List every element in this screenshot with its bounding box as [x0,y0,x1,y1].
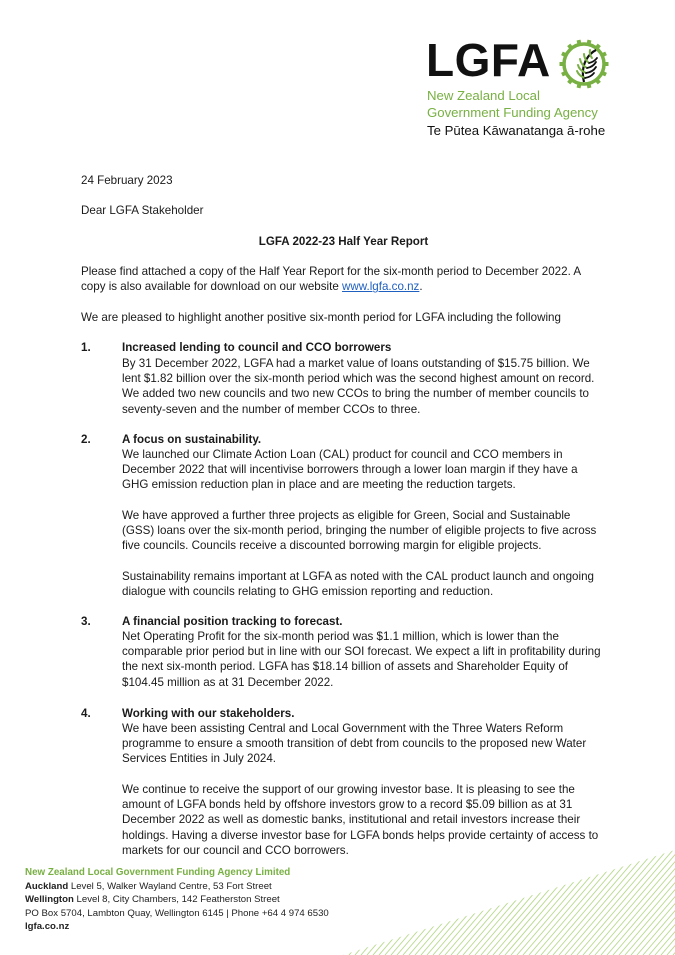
logo-wordmark: LGFA [426,34,551,86]
section-2-number: 2. [81,433,91,446]
intro-text: Please find attached a copy of the Half Year Report for the six-month period to December 2022. A copy is also available for download on our website [81,265,581,294]
intro-end: . [419,280,423,294]
logo-line-1: New Zealand Local [427,88,540,103]
section-3-paragraph-1: Net Operating Profit for the six-month period was $1.1 million, which is lower than the comparable prior period but in line with our SOI forecast. We expect a lift in profitability during the next six-month period. LGFA has $18.14 billion of assets and Shareholder Equity of $104.45 million as at 31 December 2022. [122,630,601,689]
footer-wellington: Wellington Level 8, City Chambers, 142 Featherston Street [25,894,280,905]
footer-auckland: Auckland Level 5, Walker Wayland Centre, 53 Fort Street [25,880,272,892]
report-title: LGFA 2022-23 Half Year Report [258,235,429,248]
footer-contact: PO Box 5704, Lambton Quay, Wellington 6145 | Phone +64 4 974 6530 [25,907,329,919]
section-4-paragraph-2: We continue to receive the support of our growing investor base. It is pleasing to see the amount of LGFA bonds held by offshore investors grow to a record $5.09 billion as at 31 December 2022 as well as domestic banks, institutional and retail investors increase their holdings. Having a diverse investor base for LGFA bonds helps provide certainty of access to markets for our council and CCO borrowers. [122,783,599,857]
footer-hatch-pattern [343,850,675,955]
footer-website[interactable]: lgfa.co.nz [25,921,70,932]
highlights-intro: We are pleased to highlight another positive six-month period for LGFA including the following [81,311,561,324]
logo-maori-name: Te Pūtea Kāwanatanga ā-rohe [427,123,606,138]
footer-address-block [25,866,329,934]
section-1-number: 1. [81,341,91,354]
letter-date: 24 February 2023 [81,174,173,187]
section-2-title: A focus on sustainability. [122,433,262,446]
website-link[interactable]: www.lgfa.co.nz [342,280,420,294]
lgfa-logo [424,36,664,140]
intro-paragraph [81,264,601,294]
salutation: Dear LGFA Stakeholder [81,204,204,217]
logo-line-2: Government Funding Agency [427,105,598,120]
section-3-title: A financial position tracking to forecast. [122,615,343,628]
section-2-paragraph-3: Sustainability remains important at LGFA as noted with the CAL product launch and ongoing dialogue with councils relating to GHG emission reporting and reduction. [122,570,594,599]
section-1-title: Increased lending to council and CCO borrowers [122,341,392,354]
section-3-number: 3. [81,615,91,628]
section-4-number: 4. [81,707,91,720]
footer-company-name: New Zealand Local Government Funding Agency Limited [25,867,291,878]
fern-koru-icon [559,38,609,90]
section-2-paragraph-2: We have approved a further three projects as eligible for Green, Social and Sustainable (GSS) loans over the six-month period, bringing the number of eligible projects to five across five councils. Councils receive a discounted borrowing margin for eligible projects. [122,509,597,553]
section-4-title: Working with our stakeholders. [122,707,295,720]
section-1-paragraph-1: By 31 December 2022, LGFA had a market value of loans outstanding of $15.75 billion. We lent $1.82 billion over the six-month period which was the second highest amount on record. We added two new councils and two new CCOs to bring the number of member councils to seventy-seven and the number of member CCOs to three. [122,357,595,416]
section-4-paragraph-1: We have been assisting Central and Local Government with the Three Waters Reform programme to ensure a smooth transition of debt from councils to the proposed new Water Services Entities in July 2024. [122,722,587,766]
section-2-paragraph-1: We launched our Climate Action Loan (CAL) product for council and CCO members in December 2022 that will incentivise borrowers through a lower loan margin if they have a GHG emission reduction plan in place and are meeting the reduction targets. [122,448,578,492]
